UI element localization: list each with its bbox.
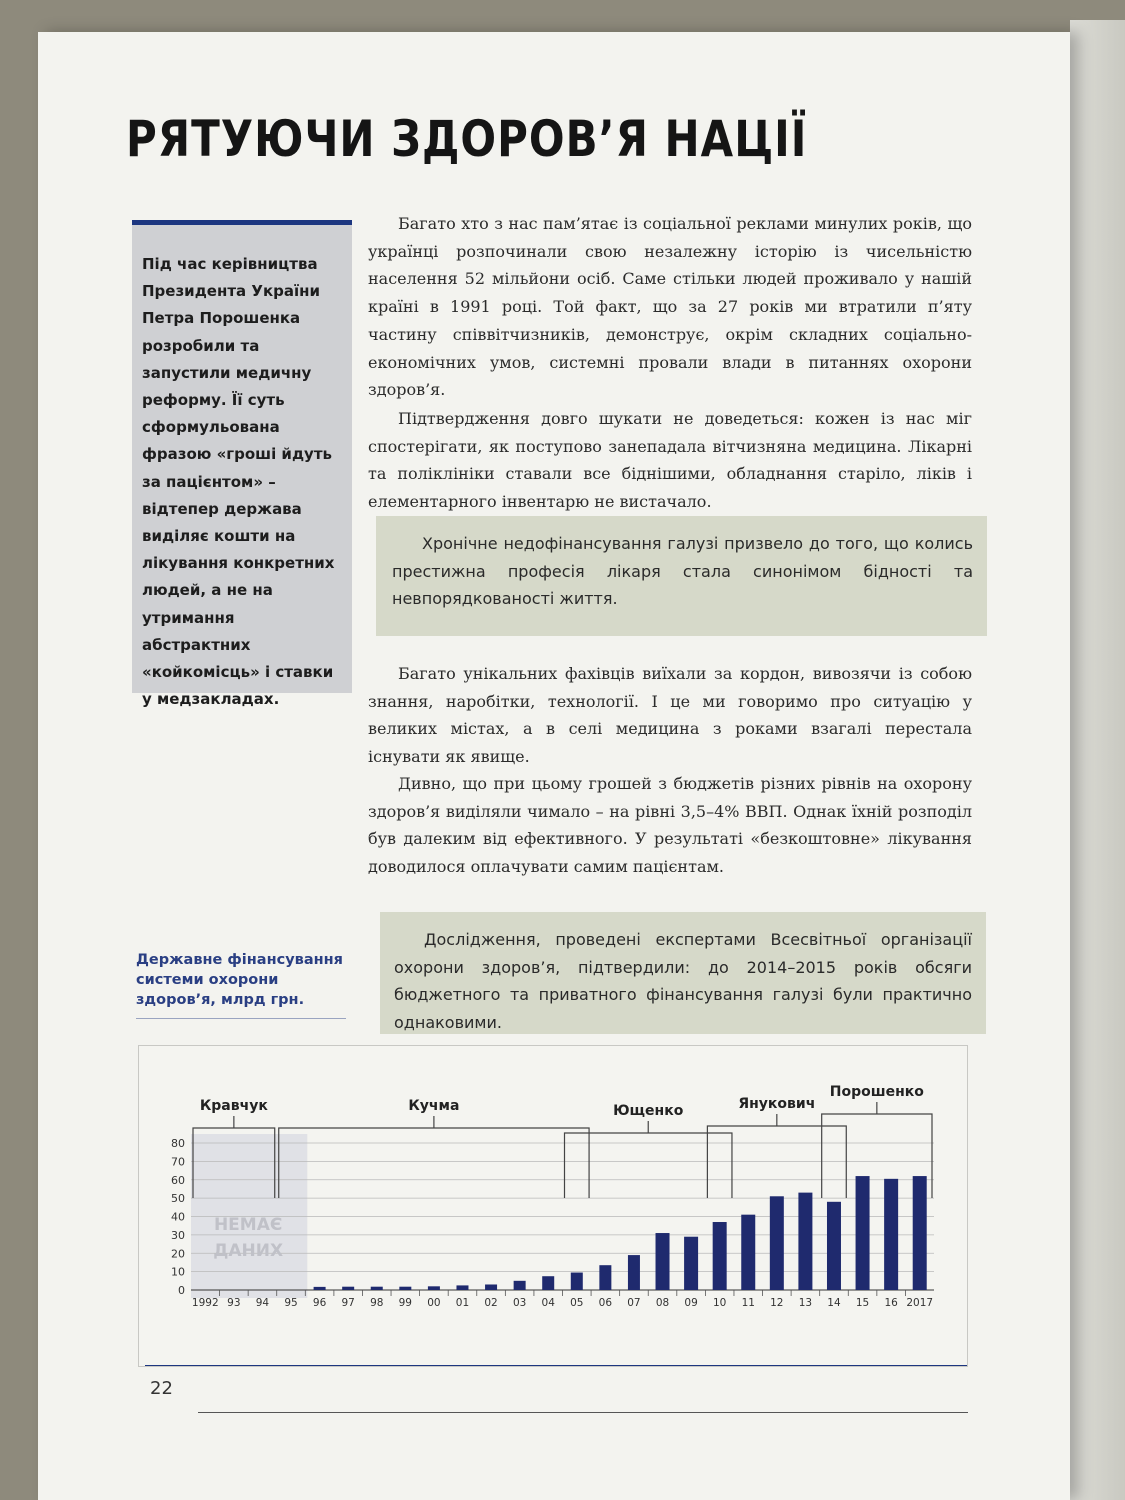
bar	[428, 1286, 440, 1290]
next-page-edge	[1070, 20, 1125, 1500]
bar	[342, 1287, 354, 1290]
sidebar-text: Під час керівництва Президента України Петра Порошенка розробили та запустили медичну реформу. Її суть сформульована фразою «гроші йдуть за пацієнтом» – відтепер держава виділяє кошти на лікування конкретних людей, а не на утримання абстрактних «койкомісць» і ставки у медзакладах.	[142, 255, 335, 709]
bar	[628, 1255, 640, 1290]
x-tick-label: 01	[455, 1297, 470, 1309]
bar	[827, 1202, 841, 1290]
x-tick-label: 96	[312, 1297, 327, 1309]
x-tick-label: 14	[827, 1297, 841, 1309]
x-tick-label: 09	[684, 1297, 698, 1309]
page-number: 22	[150, 1378, 173, 1399]
x-tick-label: 97	[341, 1297, 355, 1309]
bar	[713, 1222, 727, 1290]
callout-1-text: Хронічне недофінансування галузі призвело до того, що колись престижна професія лікаря стала синонімом бідності та невпорядкованості життя.	[392, 534, 973, 608]
x-tick-label: 15	[855, 1297, 870, 1309]
bar	[542, 1276, 554, 1290]
y-tick-label: 40	[171, 1210, 185, 1224]
bar	[741, 1215, 755, 1290]
x-tick-label: 99	[398, 1297, 413, 1309]
footer-rule-bottom	[198, 1412, 968, 1413]
sidebar-box	[132, 220, 352, 709]
x-tick-label: 07	[627, 1297, 641, 1309]
y-tick-label: 20	[171, 1247, 185, 1261]
x-tick-label: 00	[427, 1297, 441, 1309]
paragraph-3: Багато унікальних фахівців виїхали за кордон, вивозячи із собою знання, наробітки, технології. І це ми говоримо про ситуацію у великих містах, а в селі медицина з роками взагалі перестала існувати як явище.	[368, 664, 972, 767]
x-tick-label: 98	[370, 1297, 384, 1309]
bar	[599, 1265, 611, 1290]
y-tick-label: 30	[171, 1228, 185, 1242]
period-label: Кравчук	[199, 1098, 268, 1114]
bar	[399, 1287, 411, 1290]
x-tick-label: 04	[541, 1297, 555, 1309]
period-label: Ющенко	[613, 1103, 684, 1119]
bar	[684, 1237, 698, 1290]
paragraph-2: Підтвердження довго шукати не доведеться: кожен із нас міг спостерігати, як поступово занепадала вітчизняна медицина. Лікарні та поліклініки ставали все біднішими, обладнання старіло, ліків і елементарного інвентарю не вистачало.	[368, 409, 972, 512]
callout-1	[376, 516, 987, 636]
bar	[314, 1287, 326, 1290]
bar	[798, 1193, 812, 1290]
bar	[485, 1284, 497, 1290]
paragraph-4: Дивно, що при цьому грошей з бюджетів різних рівнів на охорону здоров’я виділяли чимало – на рівні 3,5–4% ВВП. Однак їхній розподіл був далеким від ефективного. У результаті «безкоштовне» лікування доводилося оплачувати самим пацієнтам.	[368, 774, 972, 877]
x-tick-label: 10	[712, 1297, 727, 1309]
x-tick-label: 2017	[906, 1297, 934, 1309]
bar	[456, 1285, 468, 1290]
x-tick-label: 95	[284, 1297, 298, 1309]
bar	[514, 1281, 526, 1290]
y-tick-label: 60	[171, 1173, 185, 1187]
callout-2	[380, 912, 986, 1034]
y-tick-label: 80	[171, 1137, 185, 1150]
x-tick-label: 94	[255, 1297, 270, 1309]
financing-chart	[138, 1045, 968, 1367]
x-tick-label: 08	[655, 1297, 670, 1309]
bar	[770, 1196, 784, 1290]
footer-rule	[145, 1365, 967, 1366]
x-tick-label: 13	[798, 1297, 813, 1309]
period-bracket	[279, 1128, 589, 1198]
x-tick-label: 05	[570, 1297, 584, 1309]
page-title: РЯТУЮЧИ ЗДОРОВ’Я НАЦІЇ	[126, 110, 808, 168]
x-tick-label: 11	[741, 1297, 755, 1309]
x-tick-label: 06	[598, 1297, 613, 1309]
x-tick-label: 02	[484, 1297, 498, 1309]
y-tick-label: 70	[171, 1155, 185, 1169]
y-tick-label: 50	[171, 1192, 185, 1206]
bar	[884, 1179, 898, 1290]
period-label: Янукович	[738, 1096, 816, 1112]
x-tick-label: 1992	[191, 1297, 219, 1309]
bar	[913, 1176, 927, 1290]
x-tick-label: 12	[770, 1297, 784, 1309]
x-tick-label: 93	[227, 1297, 241, 1309]
y-tick-label: 10	[171, 1265, 185, 1279]
period-label: Кучма	[408, 1098, 460, 1114]
period-bracket	[707, 1126, 846, 1198]
paragraph-1: Багато хто з нас пам’ятає із соціальної реклами минулих років, що українці розпочинали свою незалежну історію із чисельністю населення 52 мільйони осіб. Саме стільки людей проживало у нашій країні в 1991 році. Той факт, що за 27 років ми втратили п’яту частину співвітчизників, демонструє, окрім складних соціально-економічних умов, системні провали влади в питаннях охорони здоров’я.	[368, 214, 972, 400]
bar	[656, 1233, 670, 1290]
chart-svg	[139, 1046, 967, 1366]
no-data-label: ДАНИХ	[213, 1241, 284, 1261]
y-tick-label: 0	[178, 1284, 185, 1297]
x-tick-label: 03	[512, 1297, 527, 1309]
x-tick-label: 16	[884, 1297, 898, 1309]
bar	[856, 1176, 870, 1290]
bar	[371, 1287, 383, 1290]
callout-2-text: Дослідження, проведені експертами Всесвітньої організації охорони здоров’я, підтвердили: до 2014–2015 років обсяги бюджетного та приватного фінансування галузі були практично однаковими.	[394, 930, 972, 1032]
period-label: Порошенко	[829, 1084, 924, 1100]
bar	[571, 1273, 583, 1290]
no-data-label: НЕМАЄ	[213, 1215, 283, 1235]
chart-caption: Державне фінансування системи охорони здоров’я, млрд грн.	[136, 950, 346, 1019]
